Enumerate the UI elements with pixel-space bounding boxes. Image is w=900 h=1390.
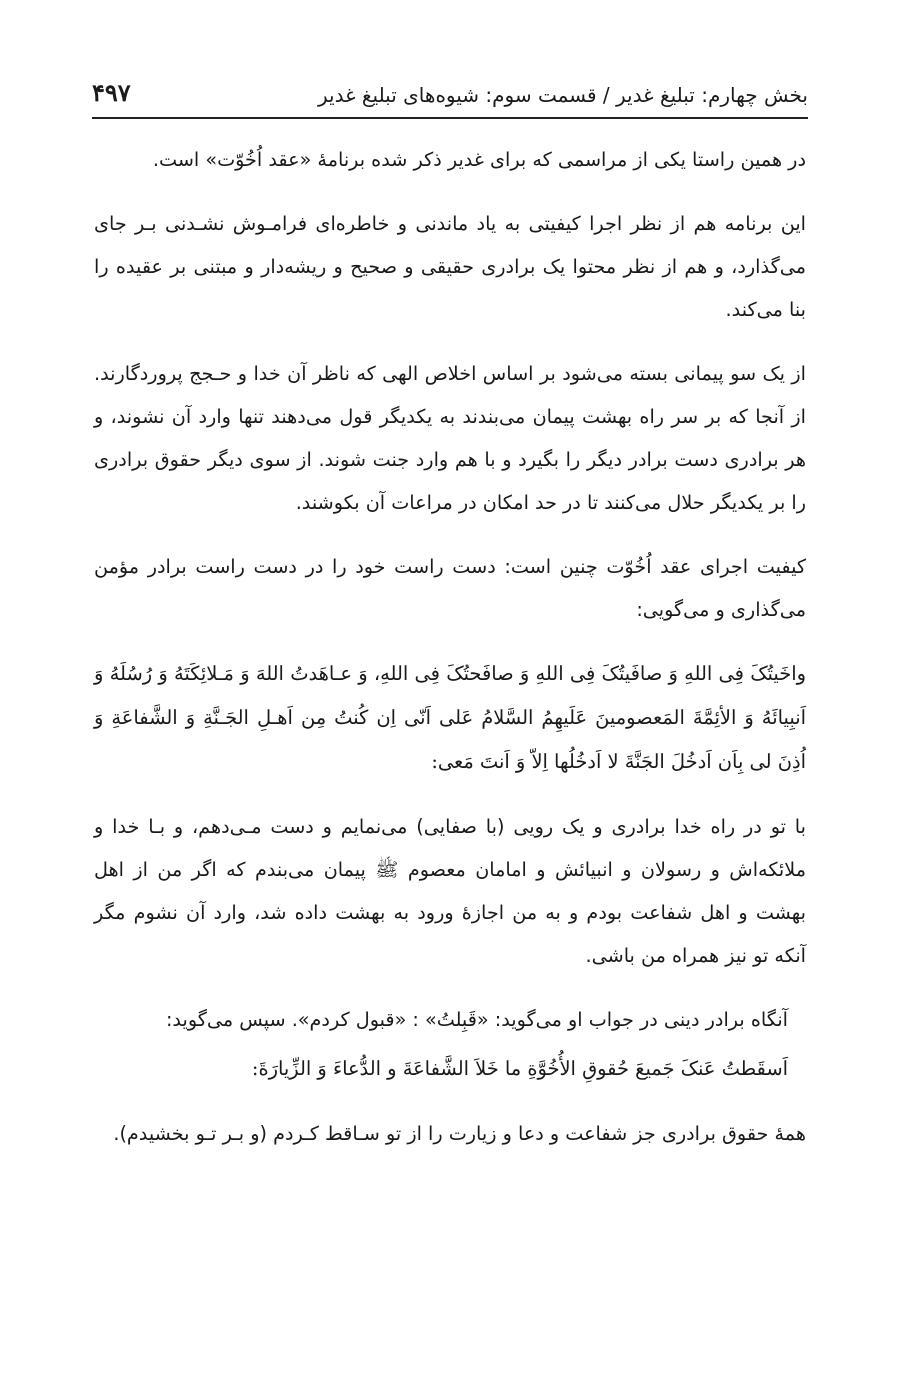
paragraph-release-translation: همۀ حقوق برادری جز شفاعت و دعا و زیارت را از تو سـاقط کـردم (و بـر تـو بخشیدم). xyxy=(113,1122,806,1145)
running-title: بخش چهارم: تبلیغ غدیر / قسمت سوم: شیوه‌های تبلیغ غدیر xyxy=(317,83,808,107)
paragraph-covenant: از یک سو پیمانی بسته می‌شود بر اساس اخلاص الهی که ناظر آن خدا و حـجج پروردگارند. از آنجا که بر سر راه بهشت پیمان می‌بندند به یکدیگر قول می‌دهند تنها وارد آن نشوند، و هر برادری دست برادر دیگر را بگیرد و با هم وارد جنت شوند. از سوی دیگر حقوق برادری را بر یکدیگر حلال می‌کنند تا در حد امکان در مراعات آن بکوشند. xyxy=(94,362,806,514)
paragraph-reply: آنگاه برادر دینی در جواب او می‌گوید: «قَبِلتُ» : «قبول کردم». سپس می‌گوید: xyxy=(165,1008,788,1031)
header-rule xyxy=(92,117,808,119)
paragraph-method: کیفیت اجرای عقد اُخُوّت چنین است: دست راست خود را در دست راست برادر مؤمن می‌گذاری و می‌گویی: xyxy=(94,555,806,621)
page-header xyxy=(92,68,808,112)
page-body xyxy=(94,138,806,1176)
paragraph-vow-translation: با تو در راه خدا برادری و یک رویی (با صفایی) می‌نمایم و دست مـی‌دهم، و بـا خدا و ملائکه‌اش و رسولان و انبیائش و امامان معصوم ﷺ پیمان می‌بندم که اگر من از اهل بهشت و اهل شفاعت بودم و به من اجازۀ ورود به بهشت داده شد، وارد آن نشوم مگر آنکه تو نیز همراه من باشی. xyxy=(94,815,806,967)
paragraph-program: این برنامه هم از نظر اجرا کیفیتی به یاد ماندنی و خاطره‌ای فرامـوش نشـدنی بـر جای می‌گذارد، و هم از نظر محتوا یک برادری حقیقی و صحیح و ریشه‌دار و مبتنی بر عقیده را بنا می‌کند. xyxy=(94,212,806,321)
paragraph-arabic-vow: واخَیتُکَ فِی اللهِ وَ صافَیتُکَ فِی اللهِ وَ صافَحتُکَ فِی اللهِ، وَ عـاهَدتُ اللهَ وَ مَـلائِکَتَهُ وَ رُسُلَهُ وَ اَنبِیائَهُ وَ الأئِمَّةَ المَعصومینَ عَلَیهِمُ السَّلامُ عَلی اَنّی اِن کُنتُ مِن اَهـلِ الجَـنَّةِ وَ الشَّفاعَةِ وَ اُذِنَ لی بِاَن اَدخُلَ الجَنَّةَ لا اَدخُلُها اِلاّ وَ اَنتَ مَعی: xyxy=(94,662,806,773)
paragraph-arabic-release: اَسقَطتُ عَنکَ جَمیعَ حُقوقِ الأُخُوَّةِ ما خَلاَ الشَّفاعَةَ و الدُّعاءَ وَ الزِّیارَةَ: xyxy=(251,1057,788,1080)
paragraph-intro: در همین راستا یکی از مراسمی که برای غدیر ذکر شده برنامۀ «عقد اُخُوّت» است. xyxy=(152,148,806,171)
page-number: ۴۹۷ xyxy=(92,78,131,107)
